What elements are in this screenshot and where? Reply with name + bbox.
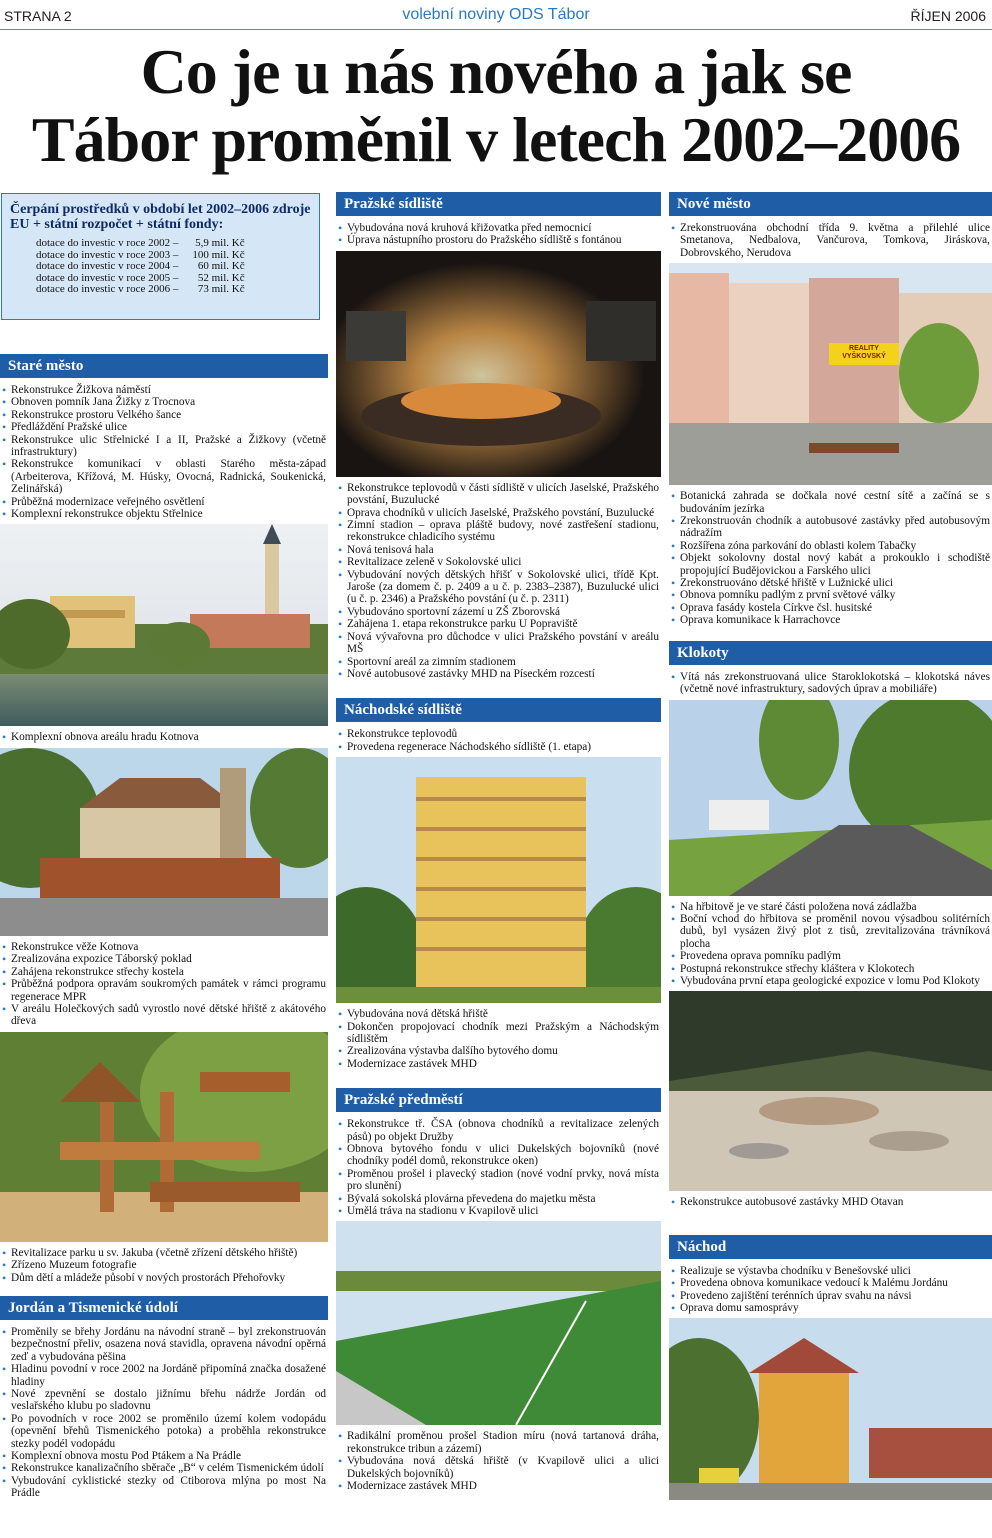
list-item: • Rekonstrukce Žižkova náměstí [11, 384, 326, 396]
list-klokoty-2 [669, 901, 992, 988]
funding-value: 100 mil. Kč [192, 248, 245, 261]
headline-line-1: Co je u nás nového a jak se [140, 36, 852, 107]
funding-label: dotace do investic v roce 2005 – [36, 271, 179, 284]
photo-shopping-street [669, 263, 992, 485]
section-title-prazske-sidliste: Pražské sídliště [336, 192, 661, 216]
list-item: • Vybudována nová kruhová křižovatka před nemocnicí [347, 222, 659, 234]
list-item: • Modernizace zastávek MHD [347, 1058, 659, 1070]
list-item: • Vybudováno sportovní zázemí u ZŠ Zborovská [347, 606, 659, 618]
funding-table [36, 238, 245, 296]
list-item: • Umělá tráva na stadionu v Kvapilově ulici [347, 1205, 659, 1217]
funding-row [36, 238, 245, 250]
page-number: STRANA 2 [4, 8, 72, 24]
headline [0, 38, 992, 174]
list-item: • Po povodních v roce 2002 se proměnilo území kolem vodopádu (opevnění břehů Tismenického potoka) a proběhla rekonstrukce stezky podél vodopádu [11, 1413, 326, 1450]
list-item: • Radikální proměnou prošel Stadion míru (nová tartanová dráha, rekonstrukce tribun a zázemí) [347, 1430, 659, 1455]
list-item: • Komplexní rekonstrukce objektu Střelnice [11, 508, 326, 520]
section-title-stare-mesto: Staré město [0, 354, 328, 378]
list-item: • Obnoven pomník Jana Žižky z Trocnova [11, 396, 326, 408]
list-item: • Provedeno zajištění terénních úprav svahu na návsi [680, 1290, 990, 1302]
list-item: • Předláždění Pražské ulice [11, 421, 326, 433]
funding-label: dotace do investic v roce 2006 – [36, 283, 179, 295]
column-middle [336, 192, 661, 1496]
list-item: • Komplexní obnova areálu hradu Kotnova [11, 731, 326, 743]
list-item: • Nová vývařovna pro důchodce v ulici Pražského povstání v areálu MŠ [347, 631, 659, 656]
photo-fountain-night [336, 251, 661, 477]
newspaper-title: volební noviny ODS Tábor [402, 6, 590, 23]
list-stare-mesto-1 [0, 384, 328, 520]
funding-value: 60 mil. Kč [197, 260, 245, 272]
list-item: • Zrekonstruováno dětské hřiště v Lužnické ulici [680, 577, 990, 589]
section-title-nachod: Náchod [669, 1235, 992, 1259]
list-item: • Rekonstrukce komunikací v oblasti Starého města-západ (Arbeiterova, Křížová, M. Húsky, Ovocná, Radnická, Soukenická, Zelinářská) [11, 458, 326, 495]
list-nove-mesto-1 [669, 222, 992, 259]
list-item: • Provedena regenerace Náchodského sídliště (1. etapa) [347, 741, 659, 753]
section-title-nachodske: Náchodské sídliště [336, 698, 661, 722]
list-item: • Botanická zahrada se dočkala nové cestní sítě a začíná se s budováním jezírka [680, 490, 990, 515]
list-item: • Sportovní areál za zimním stadionem [347, 656, 659, 668]
list-item: • Oprava domu samosprávy [680, 1302, 990, 1314]
list-nachodske-2 [336, 1008, 661, 1070]
photo-klokoty-road [669, 700, 992, 896]
list-item: • Rekonstrukce kanalizačního sběrače „B“ v celém Tismenickém údolí [11, 1462, 326, 1474]
list-stare-mesto-2 [0, 731, 328, 743]
funding-box [1, 193, 320, 320]
funding-label: dotace do investic v roce 2002 – [36, 237, 179, 249]
list-item: • Úprava nástupního prostoru do Pražského sídliště s fontánou [347, 234, 659, 246]
list-item: • Boční vchod do hřbitova se proměnil novou výsadbou solitérních dubů, byl vysázen živý plot z tisů, zrevitalizována trávníková plocha [680, 913, 990, 950]
list-nachod [669, 1265, 992, 1315]
list-item: • Rekonstrukce ulic Střelnické I a II, Pražské a Žižkovy (včetně infrastruktury) [11, 434, 326, 459]
photo-town-river [0, 524, 328, 726]
list-item: • Zrekonstruována obchodní třída 9. května a přilehlé ulice Smetanova, Nedbalova, Vančurova, Tomkova, Jiráskova, Dobrovského, Nerudova [680, 222, 990, 259]
funding-value: 52 mil. Kč [197, 271, 245, 284]
list-item: • Rekonstrukce tř. ČSA (obnova chodníků a revitalizace zelených pásů) po objekt Družby [347, 1118, 659, 1143]
list-item: • Provedena obnova komunikace vedoucí k Malému Jordánu [680, 1277, 990, 1289]
funding-row [36, 261, 245, 273]
funding-value: 73 mil. Kč [197, 283, 245, 295]
list-item: • Komplexní obnova mostu Pod Ptákem a Na Prádle [11, 1450, 326, 1462]
column-left [0, 354, 328, 1504]
photo-wooden-playground [0, 1032, 328, 1242]
list-item: • Rekonstrukce věže Kotnova [11, 941, 326, 953]
list-item: • Dokončen propojovací chodník mezi Pražským a Náchodským sídlištěm [347, 1021, 659, 1046]
list-item: • Oprava chodníků v ulicích Jaselské, Pražského povstání, Buzulucké [347, 507, 659, 519]
list-stare-mesto-4 [0, 1247, 328, 1284]
funding-label: dotace do investic v roce 2004 – [36, 260, 179, 272]
issue-date: ŘÍJEN 2006 [910, 8, 986, 24]
list-item: • Vybudována nová dětská hřiště [347, 1008, 659, 1020]
header-divider [0, 29, 992, 30]
list-item: • Zahájena 1. etapa rekonstrukce parku U Popraviště [347, 618, 659, 630]
photo-nachod-house [669, 1318, 992, 1500]
column-right [669, 192, 992, 1505]
headline-line-2: Tábor proměnil v letech 2002–2006 [31, 104, 961, 175]
list-item: • Zimní stadion – oprava pláště budovy, nové zastřešení stadionu, rekonstrukce chladicího systému [347, 519, 659, 544]
funding-value: 5,9 mil. Kč [195, 237, 245, 249]
list-item: • Revitalizace zeleně v Sokolovské ulici [347, 556, 659, 568]
section-title-nove-mesto: Nové město [669, 192, 992, 216]
list-predmesti-2 [336, 1430, 661, 1492]
section-title-predmesti: Pražské předměstí [336, 1088, 661, 1112]
section-title-klokoty: Klokoty [669, 641, 992, 665]
list-item: • Zahájena rekonstrukce střechy kostela [11, 966, 326, 978]
photo-apartment-block [336, 757, 661, 1003]
list-item: • Proměnou prošel i plavecký stadion (nové vodní prvky, nová místa pro slunění) [347, 1168, 659, 1193]
list-item: • Vybudování cyklistické stezky od Ctiborova mlýna po most Na Prádle [11, 1475, 326, 1500]
funding-row [36, 284, 245, 296]
list-item: • Bývalá sokolská plovárna převedena do majetku města [347, 1193, 659, 1205]
list-item: • Rekonstrukce prostoru Velkého šance [11, 409, 326, 421]
list-item: • Hladinu povodní v roce 2002 na Jordáně připomíná značka dosažené hladiny [11, 1363, 326, 1388]
section-title-jordan: Jordán a Tismenické údolí [0, 1296, 328, 1320]
list-item: • Proměnily se břehy Jordánu na návodní straně – byl zrekonstruován bezpečnostní přeliv, osazena nová stavidla, opravena návodní opěrná zeď a vybudována pěšina [11, 1326, 326, 1363]
list-item: • Nová tenisová hala [347, 544, 659, 556]
list-item: • Dům dětí a mládeže působí v nových prostorách Přehořovky [11, 1272, 326, 1284]
shop-sign: REALITY VYŠKOVSKÝ [842, 345, 886, 361]
list-nachodske-1 [336, 728, 661, 753]
list-item: • Revitalizace parku u sv. Jakuba (včetně zřízení dětského hřiště) [11, 1247, 326, 1259]
list-item: • Realizuje se výstavba chodníku v Benešovské ulici [680, 1265, 990, 1277]
photo-stadium [336, 1221, 661, 1425]
list-item: • Obnova pomníku padlým z první světové války [680, 589, 990, 601]
list-item: • Zrealizována expozice Táborský poklad [11, 953, 326, 965]
list-item: • Vybudování nových dětských hřišť v Sokolovské ulici, třídě Kpt. Jaroše (za domem č. p. 2409 a u č. p. 2383–2387), Buzulucké ulici (u č. p. 2346) a Pražského povstání (u č. p. 2311) [347, 569, 659, 606]
list-klokoty-1 [669, 671, 992, 696]
funding-label: dotace do investic v roce 2003 – [36, 248, 179, 261]
list-item: • Objekt sokolovny dostal nový kabát a prokouklo i schodiště propojující Budějovickou a Farského ulici [680, 552, 990, 577]
list-predmesti-1 [336, 1118, 661, 1217]
list-item: • Postupná rekonstrukce střechy kláštera v Klokotech [680, 963, 990, 975]
list-item: • Rozšířena zóna parkování do oblasti kolem Tabačky [680, 540, 990, 552]
list-prazske-sidliste-2 [336, 482, 661, 681]
funding-title: Čerpání prostředků v období let 2002–2006 zdroje EU + státní rozpočet + státní fondy: [10, 202, 311, 232]
photo-geological-exhibition [669, 991, 992, 1191]
list-item: • Rekonstrukce autobusové zastávky MHD Otavan [680, 1196, 990, 1208]
list-item: • Provedena oprava pomníku padlým [680, 950, 990, 962]
list-item: • Nové autobusové zastávky MHD na Píseckém rozcestí [347, 668, 659, 680]
list-nove-mesto-2 [669, 490, 992, 626]
list-item: • Vybudována nová dětská hřiště (v Kvapilově ulici a ulici Dukelských bojovníků) [347, 1455, 659, 1480]
list-item: • Oprava fasády kostela Církve čsl. husitské [680, 602, 990, 614]
list-prazske-sidliste-1 [336, 222, 661, 247]
list-item: • Zrekonstruován chodník a autobusové zastávky před autobusovým nádražím [680, 515, 990, 540]
page-header [0, 0, 992, 34]
list-item: • V areálu Holečkových sadů vyrostlo nové dětské hřiště z akátového dřeva [11, 1003, 326, 1028]
list-item: • Obnova bytového fondu v ulici Dukelských bojovníků (nové chodníky podél domů, rekonstrukce oken) [347, 1143, 659, 1168]
list-item: • Zřízeno Muzeum fotografie [11, 1259, 326, 1271]
list-item: • Na hřbitově je ve staré části položena nová zádlažba [680, 901, 990, 913]
list-item: • Modernizace zastávek MHD [347, 1480, 659, 1492]
list-item: • Rekonstrukce teplovodů v části sídliště v ulicích Jaselské, Pražského povstání, Buzulucké [347, 482, 659, 507]
list-item: • Rekonstrukce teplovodů [347, 728, 659, 740]
list-item: • Nové zpevnění se dostalo jižnímu břehu nádrže Jordán od veslařského klubu po sladovnu [11, 1388, 326, 1413]
list-item: • Průběžná modernizace veřejného osvětlení [11, 496, 326, 508]
list-item: • Průběžná podpora opravám soukromých památek v rámci programu regenerace MPR [11, 978, 326, 1003]
list-stare-mesto-3 [0, 941, 328, 1028]
list-item: • Zrealizována výstavba dalšího bytového domu [347, 1045, 659, 1057]
photo-kotnov-castle [0, 748, 328, 936]
list-item: • Oprava komunikace k Harrachovce [680, 614, 990, 626]
list-item: • Vybudována první etapa geologické expozice v lomu Pod Klokoty [680, 975, 990, 987]
list-klokoty-3 [669, 1196, 992, 1208]
list-item: • Vítá nás zrekonstruovaná ulice Staroklokotská – klokotská náves (včetně nové infrastruktury, sadových úprav a mobiliáře) [680, 671, 990, 696]
list-jordan [0, 1326, 328, 1500]
